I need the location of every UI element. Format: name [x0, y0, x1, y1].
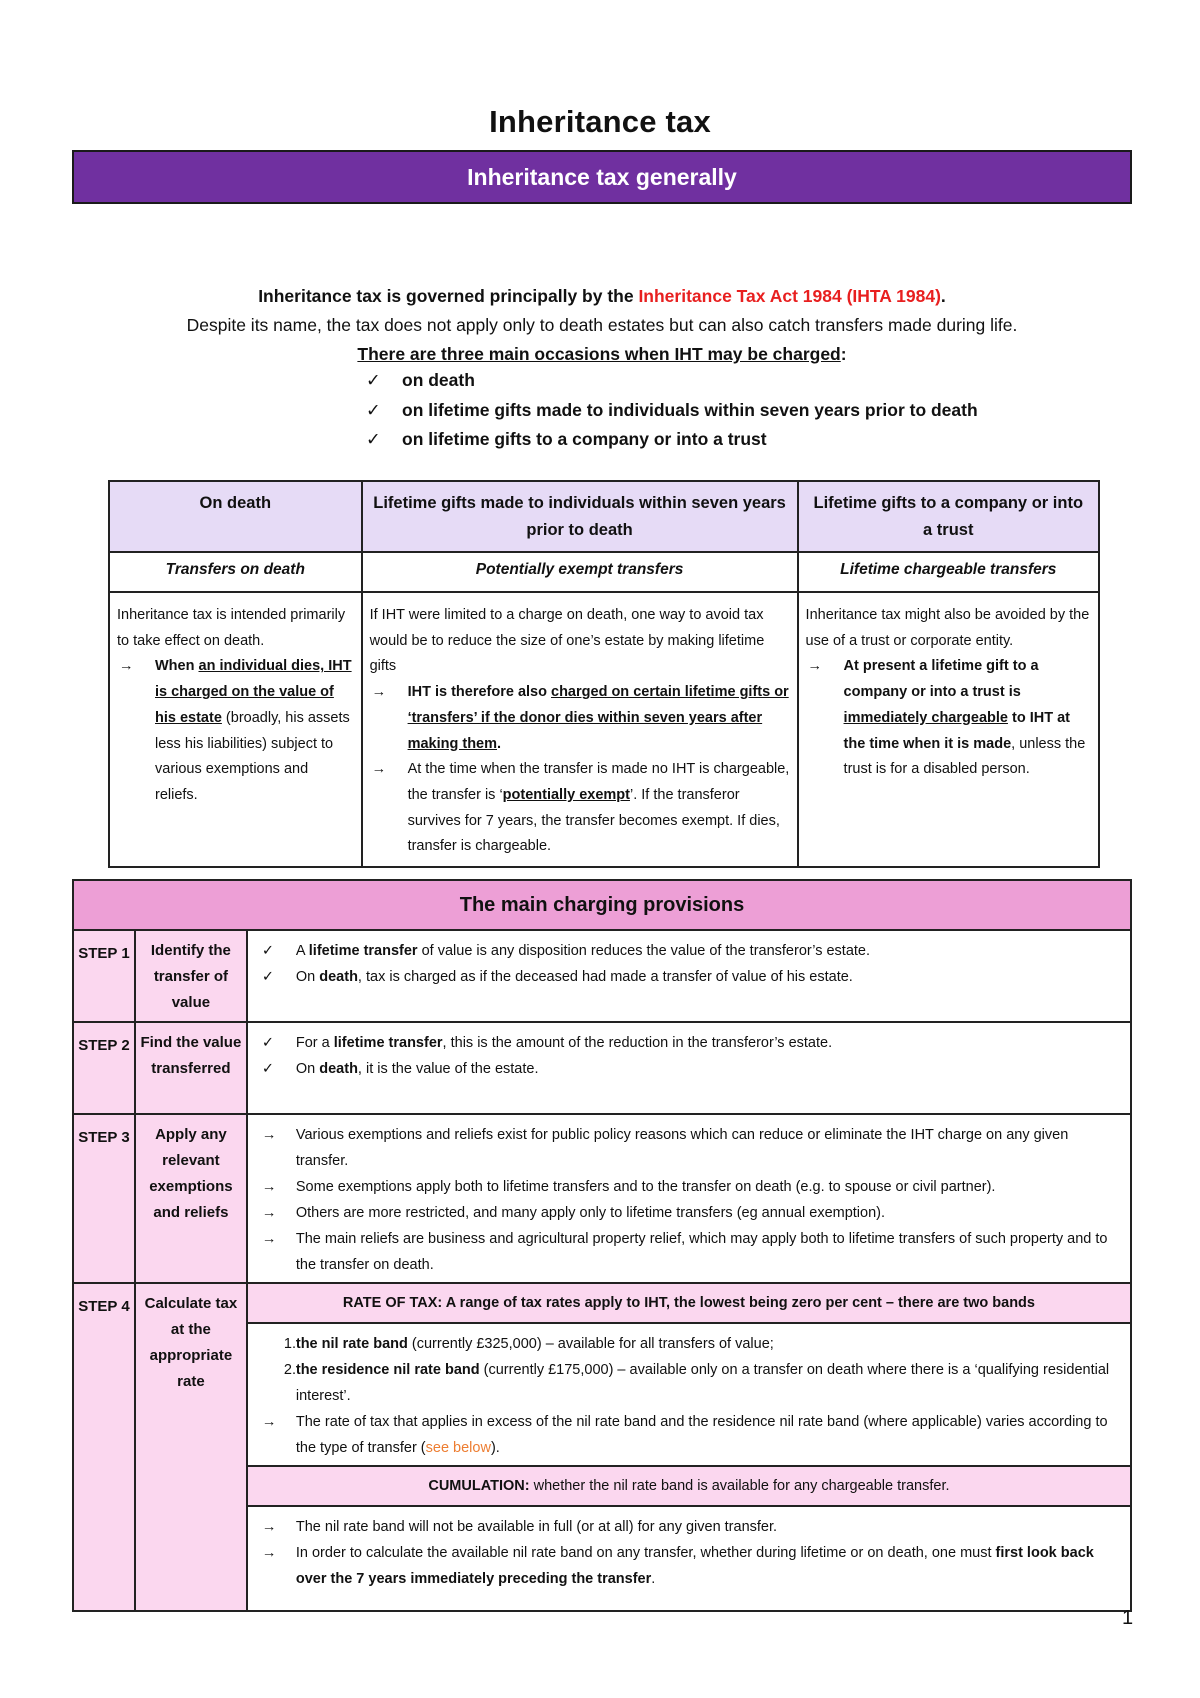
- cell-text: A: [295, 943, 309, 959]
- cell-text: For a: [295, 1035, 334, 1051]
- list-item: [256, 1056, 1120, 1082]
- table-row: [109, 592, 1099, 867]
- step-label: STEP 4: [73, 1283, 135, 1611]
- step-description: Find the value transferred: [135, 1022, 247, 1114]
- cell-text: [296, 1030, 832, 1056]
- document-title: Inheritance tax: [489, 104, 711, 139]
- cell-text: At present a lifetime gift to a company or into a trust is: [843, 658, 1039, 701]
- table-cell-lifetime-gifts: [362, 592, 798, 867]
- cell-text: an individual dies, IHT is charged on the value of his estate: [155, 658, 352, 726]
- cell-text: death: [319, 1061, 358, 1077]
- step-row: [73, 1022, 1131, 1114]
- step-content: [247, 930, 1131, 1022]
- cell-text: On: [295, 969, 320, 985]
- cell-text: , it is the value of the estate.: [357, 1061, 539, 1077]
- table-cell-company-trust: [798, 592, 1099, 867]
- table-header-row: [73, 880, 1131, 930]
- see-below-link[interactable]: see below: [425, 1440, 491, 1456]
- arrow-icon: →: [371, 761, 387, 778]
- cell-text: .: [651, 1571, 656, 1587]
- list-item: [370, 680, 790, 757]
- list-item: [256, 938, 1120, 964]
- cell-text: of value is any disposition reduces the value of the transferor’s estate.: [417, 943, 871, 959]
- occasion-text: on lifetime gifts made to individuals within seven years prior to death: [402, 399, 978, 420]
- cell-text: [296, 1331, 774, 1357]
- cell-text: [408, 680, 790, 757]
- cell-text: Some exemptions apply both to lifetime transfers and to the transfer on death (e.g. to spouse or civil partner).: [295, 1179, 996, 1195]
- cumulation-heading: [247, 1466, 1131, 1506]
- intro-block: [72, 282, 1132, 369]
- cell-text: When: [155, 658, 199, 675]
- cell-text: The main reliefs are business and agricultural property relief, which may apply both to lifetime transfers of such property and to the transfer on death.: [295, 1231, 1108, 1273]
- cell-text: (currently £175,000) – available only on a transfer on death where there is a ‘qualifying residential interest’.: [295, 1362, 1110, 1404]
- check-icon: ✓: [261, 969, 275, 985]
- cell-text: Various exemptions and reliefs exist for public policy reasons which can reduce or eliminate the IHT charge on any given transfer.: [295, 1127, 1069, 1169]
- step-label: STEP 2: [73, 1022, 135, 1114]
- cell-text: charged on certain lifetime gifts or ‘transfers’ if the donor dies within seven years after making them: [407, 684, 789, 752]
- step-description: Apply any relevant exemptions and reliefs: [135, 1114, 247, 1283]
- check-icon: ✓: [366, 429, 381, 449]
- cell-text: potentially exempt: [502, 786, 630, 803]
- arrow-icon: →: [261, 1127, 277, 1143]
- step-label: STEP 1: [73, 930, 135, 1022]
- cell-text: death: [319, 969, 358, 985]
- page-number: 1: [1122, 1607, 1134, 1629]
- step-row: [73, 1114, 1131, 1283]
- cell-text: (currently £325,000) – available for all transfers of value;: [407, 1336, 774, 1352]
- occasions-list: [366, 366, 978, 455]
- step-description: Calculate tax at the appropriate rate: [135, 1283, 247, 1611]
- list-item: [117, 654, 354, 808]
- table-subheader-cell: Transfers on death: [109, 552, 362, 592]
- arrow-icon: →: [261, 1179, 277, 1195]
- cell-text: CUMULATION:: [428, 1478, 530, 1494]
- cell-text: In order to calculate the available nil rate band on any transfer, whether during lifetime or on death, one must: [295, 1545, 996, 1561]
- cell-text: On: [295, 1061, 320, 1077]
- cell-text: The rate of tax that applies in excess of the nil rate band and the residence nil rate band (where applicable) varies according to the type of transfer (: [295, 1414, 1108, 1456]
- list-item: [806, 654, 1091, 783]
- list-item: [256, 1331, 1120, 1357]
- check-icon: ✓: [366, 370, 381, 390]
- cell-text: the residence nil rate band: [295, 1362, 480, 1378]
- table-header-cell: Lifetime gifts to a company or into a trust: [798, 481, 1099, 552]
- step-content: [247, 1114, 1131, 1283]
- cell-text: Inheritance tax might also be avoided by the use of a trust or corporate entity.: [805, 607, 1090, 649]
- cell-text: Others are more restricted, and many apply only to lifetime transfers (eg annual exemption).: [295, 1205, 886, 1221]
- arrow-icon: →: [261, 1519, 277, 1535]
- cell-text: lifetime transfer: [333, 1035, 443, 1051]
- cell-text: The nil rate band will not be available in full (or at all) for any given transfer.: [295, 1519, 778, 1535]
- check-icon: ✓: [261, 943, 275, 959]
- arrow-icon: →: [371, 684, 387, 701]
- list-item: [256, 1200, 1120, 1226]
- arrow-icon: →: [261, 1231, 277, 1247]
- cell-text: immediately chargeable: [843, 709, 1008, 726]
- cell-text: , tax is charged as if the deceased had made a transfer of value of his estate.: [357, 969, 853, 985]
- cell-text: lifetime transfer: [308, 943, 418, 959]
- cell-text: , this is the amount of the reduction in the transferor’s estate.: [442, 1035, 833, 1051]
- section-banner: Inheritance tax generally: [72, 150, 1132, 204]
- list-item: [256, 1357, 1120, 1409]
- cell-text: If IHT were limited to a charge on death, one way to avoid tax would be to reduce the size of one’s estate by making lifetime gifts: [369, 607, 765, 675]
- cell-text: ).: [490, 1440, 500, 1456]
- cell-text: IHT is therefore also: [407, 684, 552, 701]
- table-subheader-row: [109, 552, 1099, 592]
- cell-text: [155, 654, 354, 808]
- cell-text: [844, 654, 1091, 783]
- charging-provisions-table: [72, 879, 1132, 1612]
- list-item: [256, 1226, 1120, 1278]
- list-item: [256, 1030, 1120, 1056]
- arrow-icon: →: [261, 1205, 277, 1221]
- step-content: [247, 1022, 1131, 1114]
- cell-text: first look back over the 7 years immediately preceding the transfer: [295, 1545, 1094, 1587]
- table-subheader-cell: Potentially exempt transfers: [362, 552, 798, 592]
- intro-text: :: [840, 344, 847, 364]
- cell-text: , unless the trust is for a disabled person.: [843, 735, 1086, 778]
- list-item: [370, 757, 790, 860]
- step-content: [247, 1323, 1131, 1466]
- step-row: [73, 930, 1131, 1022]
- list-number: 2.: [283, 1362, 296, 1378]
- intro-line-2: Despite its name, the tax does not apply only to death estates but can also catch transfers made during life.: [186, 315, 1018, 335]
- arrow-icon: →: [261, 1545, 277, 1561]
- list-item: [256, 1540, 1120, 1592]
- list-item: [366, 396, 978, 426]
- step-row: [73, 1283, 1131, 1323]
- table-header-row: [109, 481, 1099, 552]
- list-item: [256, 1409, 1120, 1461]
- cell-text: [296, 938, 870, 964]
- list-item: [366, 425, 978, 455]
- check-icon: ✓: [261, 1035, 275, 1051]
- check-icon: ✓: [366, 399, 381, 420]
- list-item: [256, 964, 1120, 990]
- cell-text: (broadly, his assets less his liabilities) subject to various exemptions and reliefs.: [155, 709, 350, 803]
- cell-text: the nil rate band: [295, 1336, 408, 1352]
- cell-text: [296, 1409, 1120, 1461]
- list-item: [256, 1174, 1120, 1200]
- cell-text: to IHT at the time when it is made: [843, 709, 1070, 752]
- intro-line-3: [72, 340, 1132, 369]
- list-item: [256, 1514, 1120, 1540]
- check-icon: ✓: [261, 1061, 275, 1077]
- cell-text: whether the nil rate band is available for any chargeable transfer.: [529, 1478, 950, 1494]
- act-reference: Inheritance Tax Act 1984 (IHTA 1984): [638, 286, 941, 306]
- cell-text: At the time when the transfer is made no IHT is chargeable, the transfer is ‘: [407, 761, 790, 803]
- cell-text: [296, 1357, 1120, 1409]
- cell-text: [408, 757, 790, 860]
- occasion-text: on death: [402, 370, 475, 390]
- list-item: [256, 1122, 1120, 1174]
- step-description: Identify the transfer of value: [135, 930, 247, 1022]
- table-cell-on-death: [109, 592, 362, 867]
- table-subheader-cell: Lifetime chargeable transfers: [798, 552, 1099, 592]
- rate-of-tax-heading: RATE OF TAX: A range of tax rates apply to IHT, the lowest being zero per cent – there are two bands: [247, 1283, 1131, 1323]
- cell-text: ’. If the transferor survives for 7 years, the transfer becomes exempt. If dies, transfer is chargeable.: [407, 786, 780, 855]
- occasion-text: on lifetime gifts to a company or into a trust: [402, 429, 767, 449]
- table-header-cell: Lifetime gifts made to individuals within seven years prior to death: [362, 481, 798, 552]
- cell-text: [296, 964, 853, 990]
- occasions-table: [108, 480, 1100, 868]
- occasions-heading: There are three main occasions when IHT may be charged: [357, 344, 841, 364]
- intro-line-1: [72, 282, 1132, 311]
- table-header-cell: On death: [109, 481, 362, 552]
- list-number: 1.: [283, 1336, 296, 1352]
- charging-provisions-title: The main charging provisions: [73, 880, 1131, 930]
- arrow-icon: →: [807, 658, 823, 675]
- cell-text: Inheritance tax is intended primarily to take effect on death.: [117, 607, 346, 649]
- cell-text: [296, 1056, 539, 1082]
- arrow-icon: →: [261, 1414, 277, 1430]
- step-label: STEP 3: [73, 1114, 135, 1283]
- intro-text: .: [940, 286, 946, 306]
- intro-text: Inheritance tax is governed principally by the: [258, 286, 639, 306]
- step-content: [247, 1506, 1131, 1611]
- cell-text: .: [497, 735, 502, 752]
- list-item: [366, 366, 978, 396]
- cell-text: [296, 1540, 1120, 1592]
- arrow-icon: →: [119, 658, 134, 675]
